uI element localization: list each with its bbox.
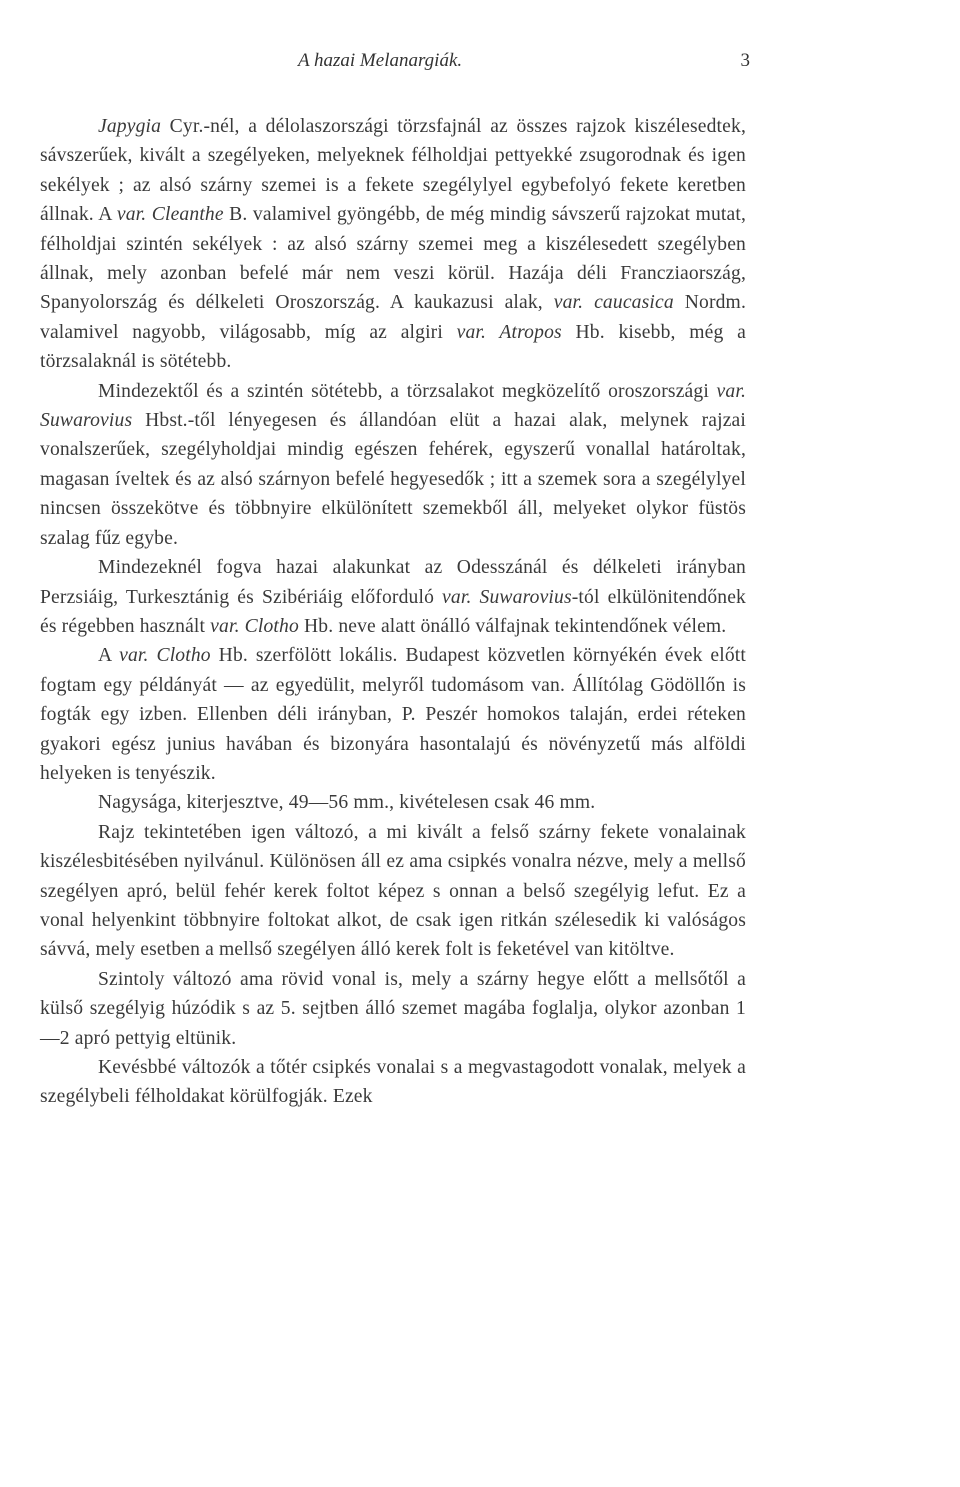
text-run: Nagysága, kiterjesztve, 49—56 mm., kivételesen csak 46 mm. [98, 792, 596, 814]
text-run: Rajz tekintetében igen változó, a mi kivált a felső szárny fekete vonalainak kiszélesbitésében nyilvánul. Különösen áll ez ama csipkés vonalra nézve, mely a mellső szegélyen apró, belül fehér kerek foltot képez s onnan a belső szegélyig lefut. Ez a vonal helyenkint többnyire foltokat alkot, de csak igen ritkán szélesedik ki valóságos sávvá, mely esetben a mellső szegélyen álló kerek folt is feketével van kitöltve. [40, 821, 746, 961]
text-run: B. valamivel gyöngébb, de még mindig sávszerű rajzokat mutat, félholdjai szintén sekélyek : az alsó szárny szemei meg a kiszélesedett szegélyben állnak, mely azonban befelé már nem veszi körül. Hazája déli Francziaország, Spanyolország és délkeleti Oroszország. A kaukazusi alak, [40, 204, 746, 314]
paragraph [40, 965, 746, 1053]
page-number: 3 [740, 50, 750, 71]
text-run: Mindezeknél fogva hazai alakunkat az Odesszánál és délkeleti irányban Perzsiáig, Turkesztánig és Szibériáig előforduló [40, 557, 746, 608]
paragraph [40, 553, 746, 641]
text-run: Hb. kisebb, még a törzsalaknál is sötétebb. [40, 321, 747, 373]
italic-term: var. Atropos [456, 321, 562, 343]
italic-term: var. caucasica [553, 292, 674, 314]
page-header [0, 50, 960, 76]
text-run: Hb. szerfölött lokális. Budapest közvetlen környékén évek előtt fogtam egy példányát — az egyedülit, melyről tudomásom van. Állítólag Gödöllőn is fogták egy izben. Ellenben déli irányban, P. Peszér homokos talaján, erdei réteken gyakori egész junius havában és bizonyára hasontalajú és növényzetű más alföldi helyeken is tenyészik. [40, 645, 746, 784]
text-run: Cyr.-nél, a délolaszországi törzsfajnál az összes rajzok kiszélesedtek, sávszerűek, kivált a szegélyeken, melyeknek félholdjai pettyekké zsugorodnak és igen sekélyek ; az alsó szárny szemei is a fekete szegélylyel egybefolyó fekete keretben állnak. A [40, 116, 746, 226]
text-run: Hbst.-től lényegesen és állandóan elüt a hazai alak, melynek rajzai vonalszerűek, szegélyholdjai mindig egészen fehérek, egyszerű vonallal határoltak, magasan íveltek és az alsó szárnyon befelé hegyesedők ; itt a szemek sora a szegélylyel nincsen összekötve és többnyire elkülönített szemekből áll, melyeket olykor füstös szalag fűz egybe. [40, 410, 746, 549]
body-text [40, 112, 746, 1112]
running-title: A hazai Melanargiák. [298, 50, 463, 71]
text-run: -tól elkülönitendőnek és régebben használt [40, 586, 746, 637]
italic-term: Japygia [98, 116, 162, 137]
paragraph [40, 641, 746, 788]
paragraph [40, 377, 746, 553]
text-run: Nordm. valamivel nagyobb, világosabb, míg az algiri [40, 292, 746, 343]
italic-term: var. Clotho [210, 615, 299, 637]
text-run: Kevésbbé változók a tőtér csipkés vonalai s a megvastagodott vonalak, melyek a szegélybeli félholdakat körülfogják. Ezek [40, 1057, 746, 1108]
text-run: A [98, 645, 120, 667]
text-run: Hb. neve alatt önálló válfajnak tekintendőnek vélem. [298, 615, 727, 637]
paragraph [40, 818, 746, 965]
paragraph [40, 1053, 746, 1112]
italic-term: var. Clotho [119, 645, 211, 667]
text-run: Mindezektől és a szintén sötétebb, a törzsalakot megközelítő oroszországi [98, 380, 717, 402]
paragraph [40, 112, 746, 377]
italic-term: var. Suwarovius [40, 380, 746, 432]
italic-term: var. Cleanthe [116, 204, 224, 226]
italic-term: var. Suwarovius [442, 586, 572, 608]
paragraph [40, 788, 746, 817]
text-run: Szintoly változó ama rövid vonal is, mely a szárny hegye előtt a mellsőtől a külső szegélyig húzódik s az 5. sejtben álló szemet magába foglalja, olykor azonban 1—2 apró pettyig eltünik. [40, 968, 746, 1049]
